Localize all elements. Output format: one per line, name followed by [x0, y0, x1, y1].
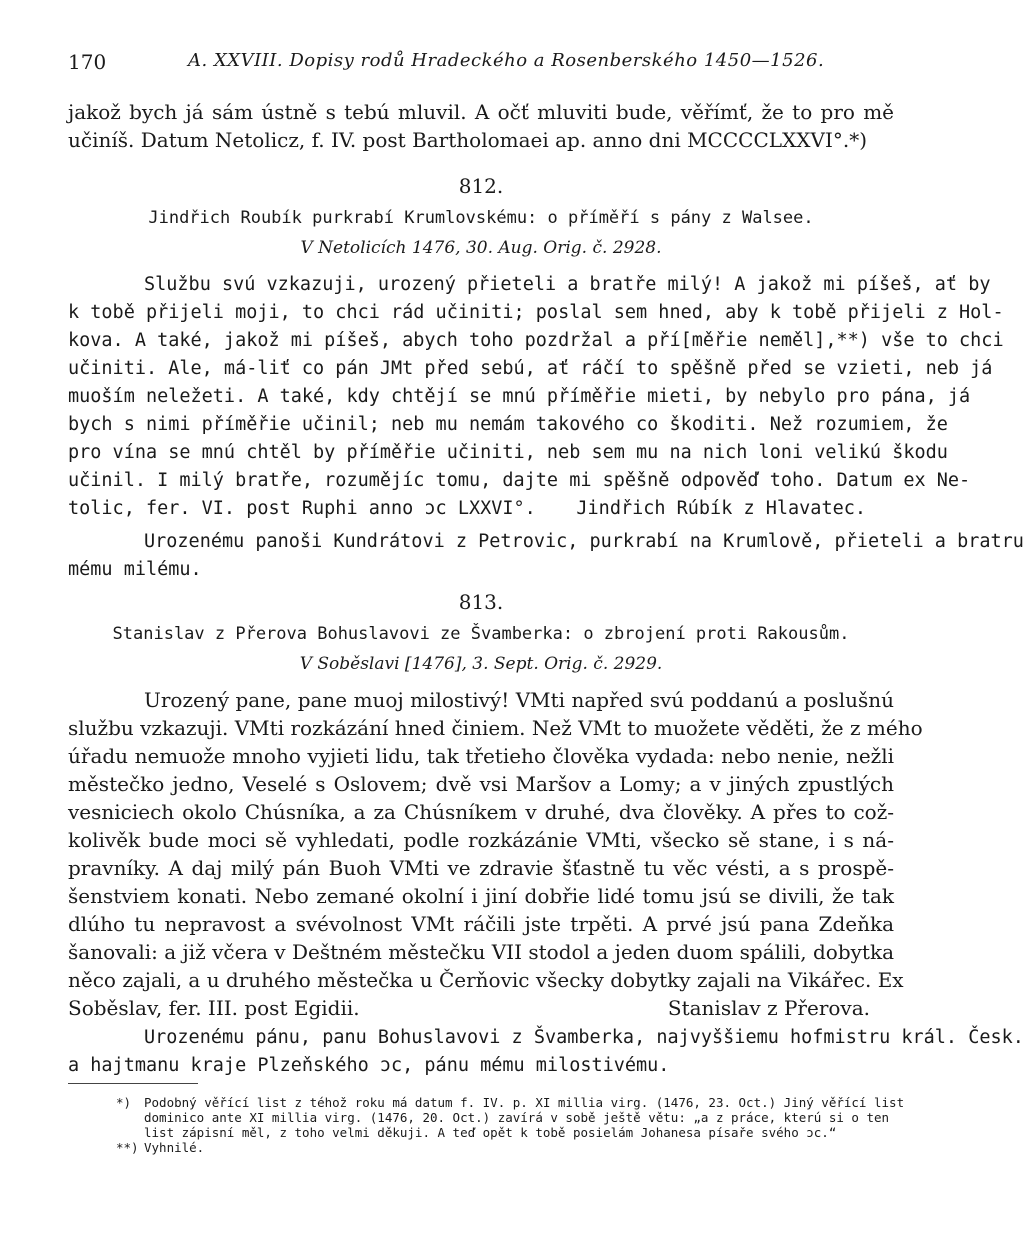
text-line: kolivěk bude moci sě vyhledati, podle rozkázánie VMti, všecko sě stane, i s ná-	[68, 828, 894, 852]
letter-dating: V Netolicích 1476, 30. Aug. Orig. č. 2928.	[300, 238, 662, 258]
signature: Stanislav z Přerova.	[667, 996, 870, 1020]
footnote	[116, 1140, 894, 1155]
text-line: učiníš. Datum Netolicz, f. IV. post Bartholomaei ap. anno dni MCCCCLXXVI°.*)	[68, 128, 868, 152]
text-line	[68, 994, 894, 1022]
text-line: muoším neležeti. A také, kdy chtějí se mnú příměřie mieti, by nebylo pro pána, já	[68, 386, 971, 407]
footnotes	[116, 1095, 905, 1155]
text-line: něco zajali, a u druhého městečka u Čerňovic všecky dobytky zajali na Vikářec. Ex	[68, 968, 904, 992]
footnote-text: list zápisní měl, z toho velmi děkuji. A teď opět k tobě posielám Johanesa písaře svého ɔc.“	[144, 1125, 837, 1140]
closing-line: tolic, fer. VI. post Ruphi anno ɔc LXXVI°.	[68, 498, 536, 519]
letter-body	[68, 271, 1004, 523]
running-head: A. XXVIII. Dopisy rodů Hradeckého a Rosenberského 1450—1526.	[188, 50, 825, 71]
signature: Jindřich Rúbík z Hlavatec.	[576, 498, 866, 519]
text-line: jakož bych já sám ústně s tebú mluvil. A očť mluviti bude, věřímť, že to pro mě	[68, 100, 894, 124]
text-line: učiniti. Ale, má-liť co pán JMt před sebú, ať ráčí to spěšně před se vzieti, neb já	[68, 358, 993, 379]
text-line: šanovali: a již včera v Deštném městečku VII stodol a jeden duom spálili, dobytka	[68, 940, 894, 964]
text-line: Urozený pane, pane muoj milostivý! VMti napřed svú poddanú a poslušnú	[144, 688, 894, 712]
letter-address	[68, 528, 1024, 584]
text-line: kova. A také, jakož mi píšeš, abych toho pozdržal a pří[měřie neměl],**) vše to chci	[68, 330, 1004, 351]
text-line: pravníky. A daj milý pán Buoh VMti ve zdravie šťastně tu věc vésti, a s prospě-	[68, 856, 894, 880]
footnote	[116, 1095, 905, 1110]
footnote-mark: *)	[116, 1095, 132, 1110]
letter-number: 813.	[458, 590, 504, 614]
page-number: 170	[68, 50, 107, 74]
text-line: Urozenému panoši Kundrátovi z Petrovic, purkrabí na Krumlově, přieteli a bratru	[144, 531, 1024, 552]
text-line: a hajtmanu kraje Plzeňského ɔc, pánu mému milostivému.	[68, 1055, 670, 1076]
text-line	[68, 495, 894, 523]
closing-line: Soběslav, fer. III. post Egidii.	[68, 996, 360, 1020]
text-line: Službu svú vzkazuji, urozený přieteli a bratře milý! A jakož mi píšeš, ať by	[144, 274, 991, 295]
intro-paragraph	[68, 98, 894, 154]
text-line: úřadu nemuože mnoho vyjieti lidu, tak třetieho člověka vydada: nebo nenie, nežli	[68, 744, 894, 768]
letter-regest: Stanislav z Přerova Bohuslavovi ze Švamberka: o zbrojení proti Rakousům.	[112, 624, 850, 644]
footnote-rule	[68, 1083, 198, 1084]
footnote-mark: **)	[116, 1140, 139, 1155]
text-line: k tobě přijeli moji, to chci rád učiniti; poslal sem hned, aby k tobě přijeli z Hol-	[68, 302, 1004, 323]
footnote-text: dominico ante XI millia virg. (1476, 20. Oct.) zavírá v sobě ještě větu: „a z práce, kterú si o ten	[144, 1110, 890, 1125]
footnote-text: Vyhnilé.	[144, 1140, 205, 1155]
text-line: službu vzkazuji. VMti rozkázání hned činiem. Než VMt to muožete věděti, že z mého	[68, 716, 923, 740]
text-line: Urozenému pánu, panu Bohuslavovi z Švamberka, najvyššiemu hofmistru král. Česk.	[144, 1027, 1024, 1048]
letter-number: 812.	[458, 174, 504, 198]
letter-dating: V Soběslavi [1476], 3. Sept. Orig. č. 2929.	[299, 654, 663, 674]
letter-address	[68, 1024, 1024, 1080]
text-line: pro vína se mnú chtěl by příměřie učiniti, neb sem mu na nich loni velikú škodu	[68, 442, 948, 463]
text-line: dlúho tu nepravost a svévolnost VMt ráčili jste trpěti. A prvé jsú pana Zdeňka	[68, 912, 894, 936]
text-line: vesniciech okolo Chúsníka, a za Chúsníkem v druhé, dva člověky. A přes to což-	[68, 800, 894, 824]
letter-regest: Jindřich Roubík purkrabí Krumlovskému: o příměří s pány z Walsee.	[148, 208, 814, 228]
page-header	[68, 50, 894, 76]
text-line: mému milému.	[68, 559, 202, 580]
footnote-text: Podobný věřící list z téhož roku má datum f. IV. p. XI millia virg. (1476, 23. Oct.) Jiný věřící list	[144, 1095, 905, 1110]
text-line: šenstviem konati. Nebo zemané okolní i jiní dobřie lidé tomu jsú se divili, že tak	[68, 884, 894, 908]
text-line: učinil. I milý bratře, rozumějíc tomu, dajte mi spěšně odpověď toho. Datum ex Ne-	[68, 470, 971, 491]
text-line: městečko jedno, Veselé s Oslovem; dvě vsi Maršov a Lomy; a v jiných zpustlých	[68, 772, 894, 796]
letter-body	[68, 686, 923, 1022]
text-line: bych s nimi příměřie učinil; neb mu nemám takového co škoditi. Než rozumiem, že	[68, 414, 948, 435]
